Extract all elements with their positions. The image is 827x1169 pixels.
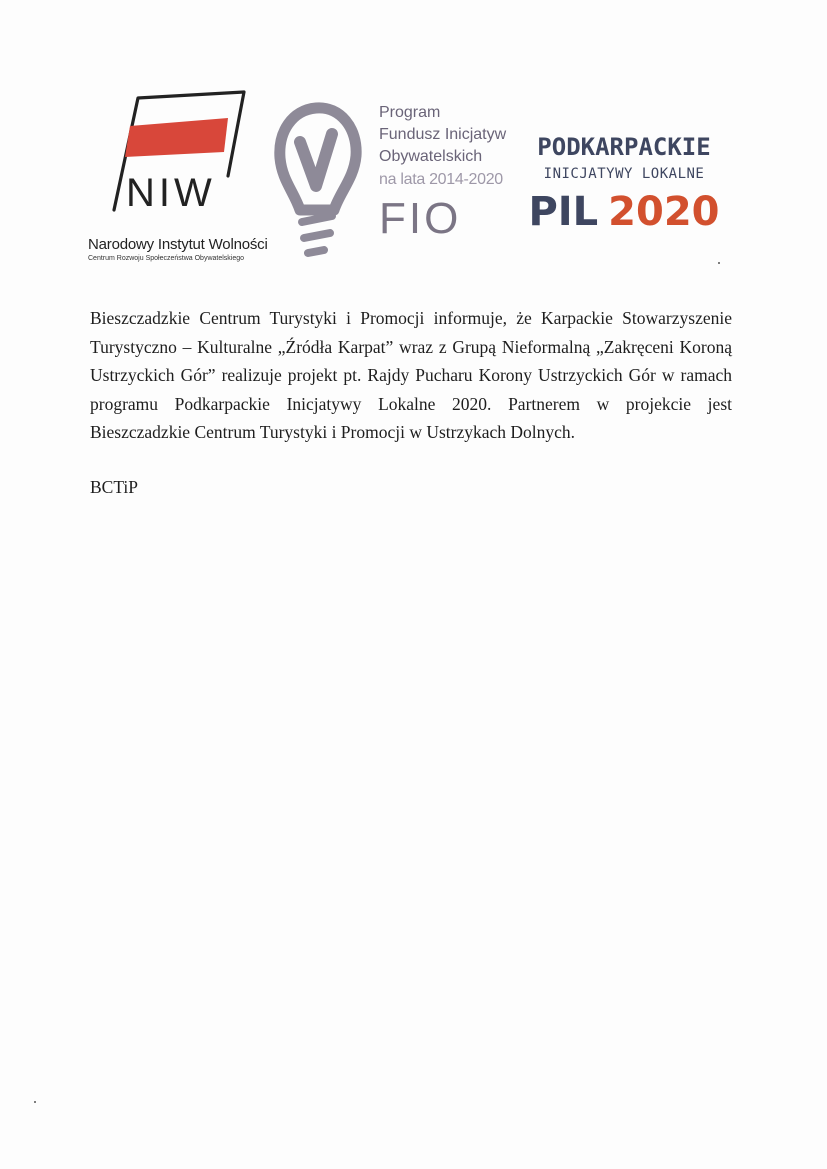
fio-acronym: FIO [379,194,462,243]
niw-logo [88,88,268,270]
logo-header [0,0,827,280]
pil-region-label: PODKARPACKIE [537,133,711,161]
niw-subtitle: Centrum Rozwoju Społeczeństwa Obywatelskiego [88,255,245,262]
pil-initiatives-label: INICJATYWY LOKALNE [543,166,705,182]
fio-citizens-label: Obywatelskich [379,148,483,165]
pil-title [528,186,720,238]
scan-speck [34,1101,36,1103]
fio-years-label: na lata 2014-2020 [379,171,503,188]
fio-logo [274,100,519,270]
document-body [90,304,732,501]
signature: BCTiP [90,476,139,497]
pil-year: 2020 [608,189,720,235]
pil-logo [528,132,720,242]
fio-fund-label: Fundusz Inicjatyw [379,126,507,143]
niw-flag-mark-icon [98,88,248,218]
niw-mark-text: NIW [126,171,216,215]
niw-name: Narodowy Instytut Wolności [88,236,268,253]
announcement-paragraph: Bieszczadzkie Centrum Turystyki i Promocji informuje, że Karpackie Stowarzyszenie Turystyczno – Kulturalne „Źródła Karpat” wraz z Grupą Nieformalną „Zakręceni Koroną Ustrzyckich Gór” realizuje projekt pt. Rajdy Pucharu Korony Ustrzyckich Gór w ramach programu Podkarpackie Inicjatywy Lokalne 2020. Partnerem w projekcie jest Bieszczadzkie Centrum Turystyki i Promocji w Ustrzykach Dolnych. [90,308,732,442]
lightbulb-icon [274,100,374,270]
fio-program-label: Program [379,104,441,121]
pil-acronym: PIL [528,189,599,235]
scan-speck [718,262,720,264]
